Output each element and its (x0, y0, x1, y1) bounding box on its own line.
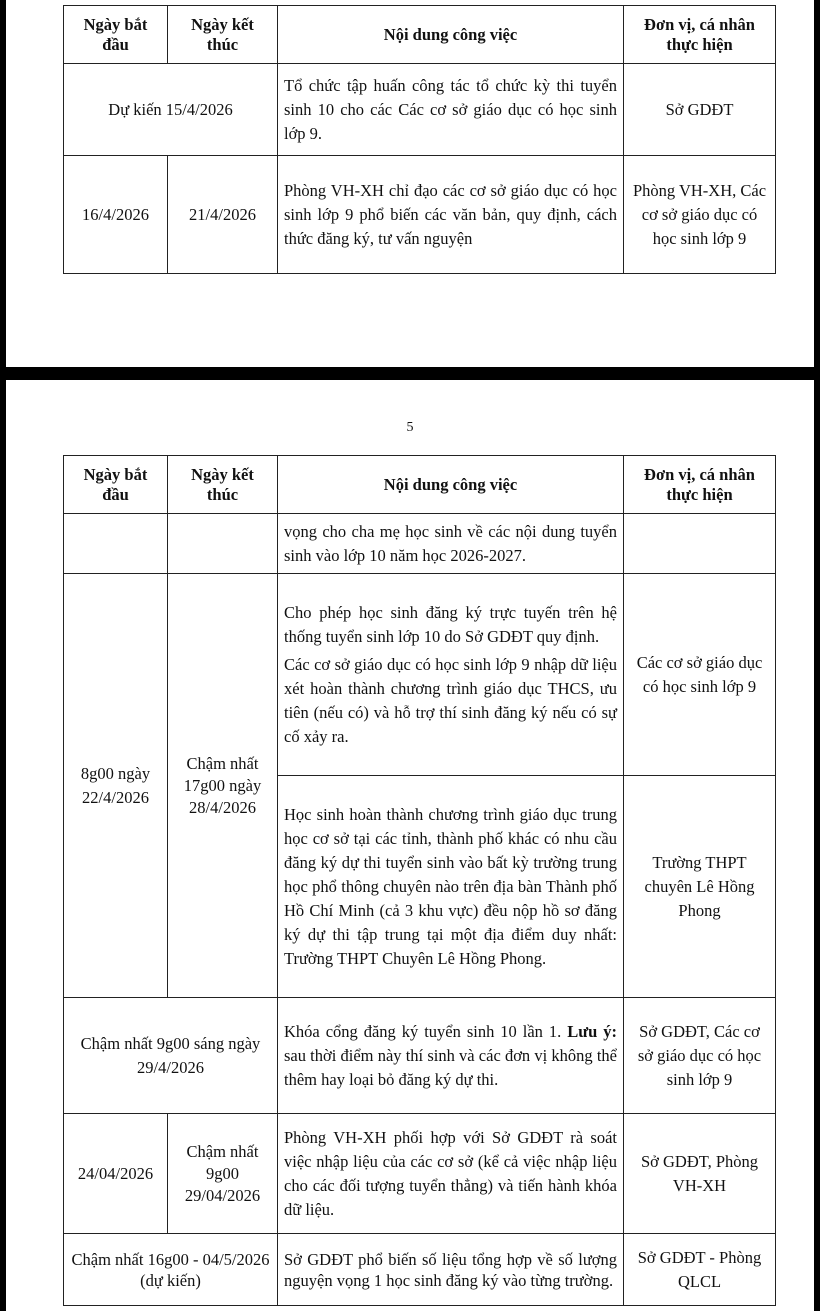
row-unit: Sở GDĐT (624, 64, 776, 156)
header-content: Nội dung công việc (278, 456, 624, 514)
header-unit: Đơn vị, cá nhân thực hiện (624, 456, 776, 514)
content-text: Khóa cổng đăng ký tuyển sinh 10 lần 1. (284, 1021, 562, 1041)
row-unit: Trường THPT chuyên Lê Hồng Phong (624, 776, 776, 998)
table-row (64, 998, 776, 1114)
note-label: Lưu ý: (567, 1021, 618, 1041)
row-content: Phòng VH-XH chỉ đạo các cơ sở giáo dục có học sinh lớp 9 phổ biến các văn bản, quy định, cách thức đăng ký, tư vấn nguyện (278, 156, 624, 274)
header-start-date: Ngày bắt đầu (64, 6, 168, 64)
note-text: sau thời điểm này thí sinh và các đơn vị không thể thêm hay loại bỏ đăng ký dự thi. (284, 1045, 617, 1089)
header-unit: Đơn vị, cá nhân thực hiện (624, 6, 776, 64)
row-unit: Sở GDĐT, Các cơ sở giáo dục có học sinh lớp 9 (624, 998, 776, 1114)
row-date: Dự kiến 15/4/2026 (64, 64, 278, 156)
row-start-date: 16/4/2026 (64, 156, 168, 274)
row-unit: Phòng VH-XH, Các cơ sở giáo dục có học sinh lớp 9 (624, 156, 776, 274)
empty-cell (168, 514, 278, 574)
header-start-date: Ngày bắt đầu (64, 456, 168, 514)
content-paragraph: Cho phép học sinh đăng ký trực tuyến trên hệ thống tuyển sinh lớp 10 do Sở GDĐT quy định. (284, 602, 617, 646)
document-page-4 (6, 0, 814, 367)
row-end-date: Chậm nhất 9g00 29/04/2026 (168, 1114, 278, 1234)
row-content (278, 574, 624, 776)
row-content: Phòng VH-XH phối hợp với Sở GDĐT rà soát việc nhập liệu của các cơ sở (kể cả việc nhập liệu cho các đối tượng tuyển thẳng) và tiến hành khóa dữ liệu. (278, 1114, 624, 1234)
row-unit: Sở GDĐT - Phòng QLCL (624, 1234, 776, 1306)
row-date: Chậm nhất 9g00 sáng ngày 29/4/2026 (64, 998, 278, 1114)
row-content: Sở GDĐT phổ biến số liệu tổng hợp về số lượng nguyện vọng 1 học sinh đăng ký vào từng trường. (278, 1234, 624, 1306)
table-row (64, 64, 776, 156)
row-date: Chậm nhất 16g00 - 04/5/2026 (dự kiến) (64, 1234, 278, 1306)
row-end-date: 21/4/2026 (168, 156, 278, 274)
table-header-row (64, 6, 776, 64)
row-start-date: 8g00 ngày 22/4/2026 (64, 574, 168, 998)
table-row (64, 574, 776, 776)
document-page-5 (6, 380, 814, 1311)
row-content: Học sinh hoàn thành chương trình giáo dục trung học cơ sở tại các tỉnh, thành phố khác có nhu cầu đăng ký dự thi tuyển sinh vào bất kỳ trường trung học phổ thông chuyên nào trên địa bàn Thành phố Hồ Chí Minh (cả 3 khu vực) đều nộp hồ sơ đăng ký dự thi tập trung tại một địa điểm duy nhất: Trường THPT Chuyên Lê Hồng Phong. (278, 776, 624, 998)
row-content: vọng cho cha mẹ học sinh về các nội dung tuyển sinh vào lớp 10 năm học 2026-2027. (278, 514, 624, 574)
row-unit: Sở GDĐT, Phòng VH-XH (624, 1114, 776, 1234)
empty-cell (64, 514, 168, 574)
row-unit: Các cơ sở giáo dục có học sinh lớp 9 (624, 574, 776, 776)
header-end-date: Ngày kết thúc (168, 456, 278, 514)
row-start-date: 24/04/2026 (64, 1114, 168, 1234)
table-row-continuation (64, 514, 776, 574)
table-row (64, 1114, 776, 1234)
row-content: Tổ chức tập huấn công tác tổ chức kỳ thi tuyển sinh 10 cho các Các cơ sở giáo dục có học sinh lớp 9. (278, 64, 624, 156)
schedule-table-page-5 (63, 455, 776, 1306)
page-number: 5 (406, 420, 414, 435)
header-content: Nội dung công việc (278, 6, 624, 64)
schedule-table-page-4 (63, 5, 776, 274)
content-paragraph: Các cơ sở giáo dục có học sinh lớp 9 nhập dữ liệu xét hoàn thành chương trình giáo dục THCS, ưu tiên (nếu có) và hỗ trợ thí sinh đăng ký nếu có sự cố xảy ra. (284, 654, 617, 746)
table-row (64, 156, 776, 274)
empty-cell (624, 514, 776, 574)
table-header-row (64, 456, 776, 514)
row-content (278, 998, 624, 1114)
row-end-date: Chậm nhất 17g00 ngày 28/4/2026 (168, 574, 278, 998)
header-end-date: Ngày kết thúc (168, 6, 278, 64)
table-row (64, 1234, 776, 1306)
